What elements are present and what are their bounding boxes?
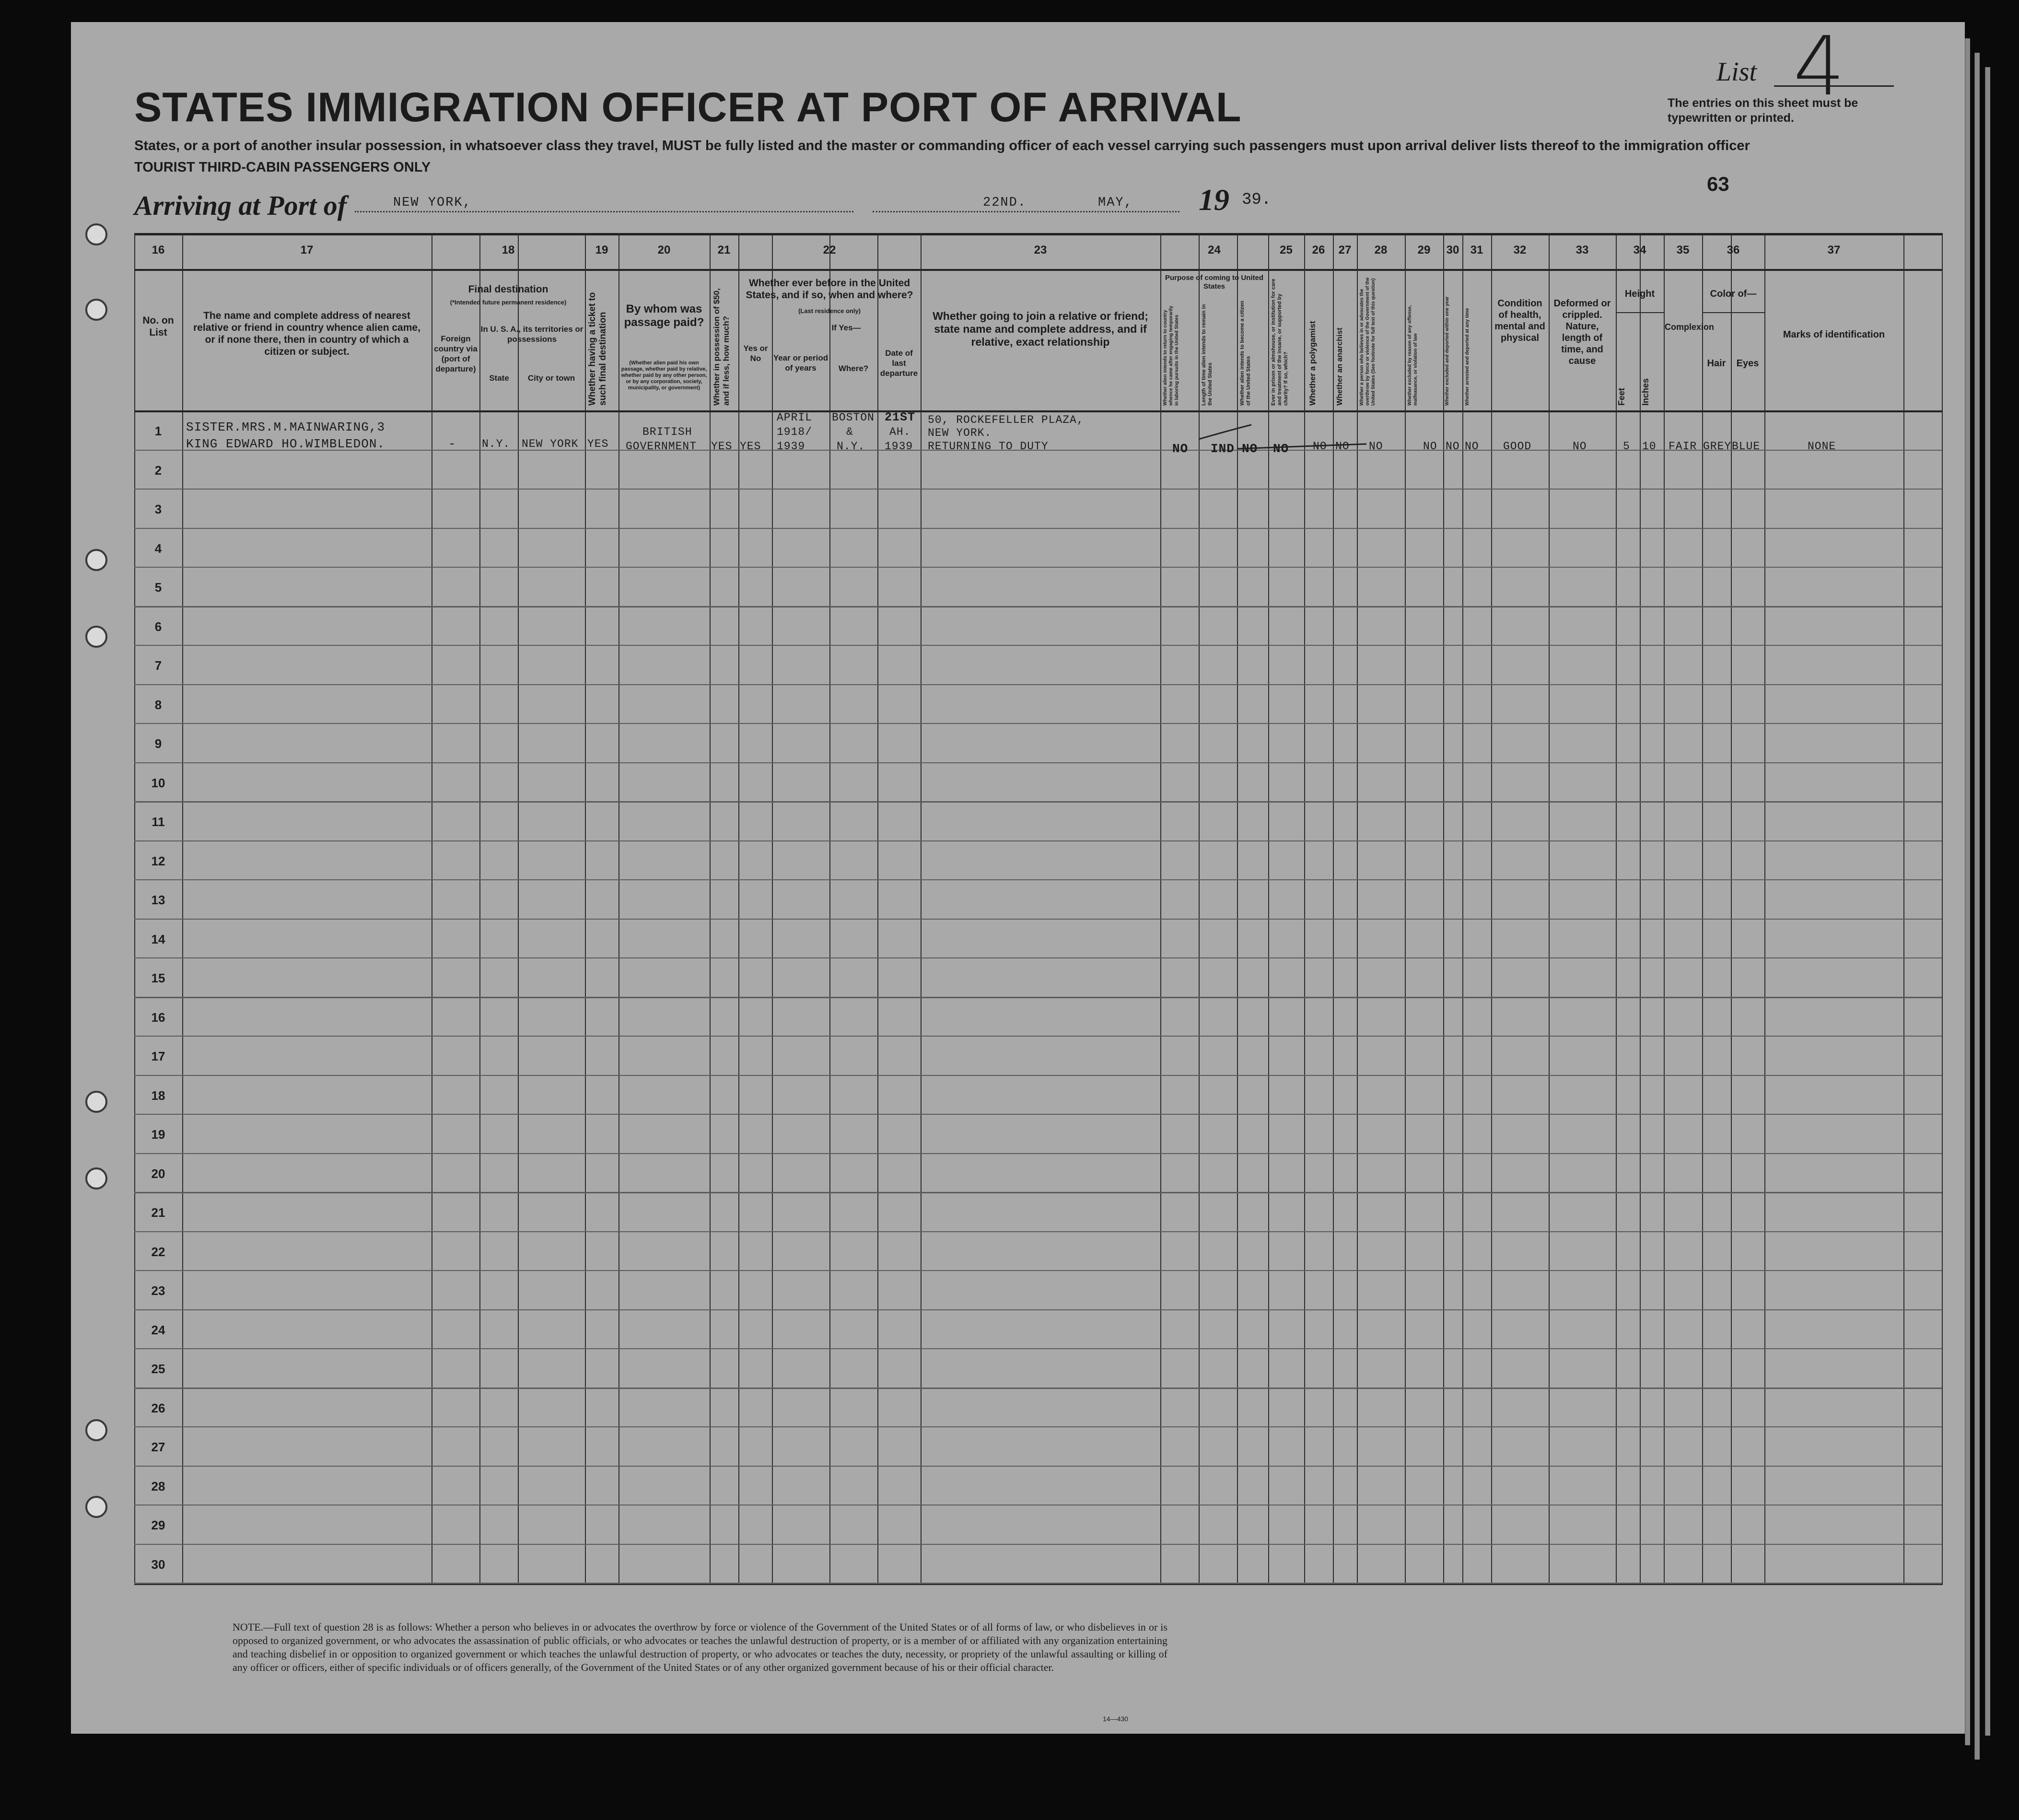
passage-paid-line: GOVERNMENT (626, 440, 697, 453)
row-number: 12 (151, 853, 165, 868)
column-rule (1942, 233, 1943, 1585)
year-prefix: 19 (1199, 183, 1229, 217)
header-passage-note: (Whether alien paid his own passage, whether paid by relative, whether paid by any other person, or by any corporation, society, municipality, or government) (621, 360, 707, 391)
hair-value: GREY (1703, 440, 1732, 453)
typewritten-note: The entries on this sheet must be typewritten or printed. (1668, 96, 1858, 125)
header-period-years: Year or period of years (773, 353, 829, 373)
header-prison: Ever in prison or almshouse, or institution for care and treatment of the insane, or supported by charity? If so, which? (1271, 279, 1289, 406)
header-join-relative: Whether going to join a relative or friend; state name and complete address, and if relative, exact relationship (933, 310, 1148, 348)
column-number: 30 (1446, 244, 1459, 257)
header-hair: Hair (1707, 358, 1726, 369)
row-rule (134, 1036, 1942, 1037)
header-eyes: Eyes (1736, 358, 1759, 369)
column-number: 32 (1513, 244, 1527, 257)
row-number: 9 (154, 736, 162, 751)
row-number: 23 (151, 1283, 165, 1298)
relative-address-line: KING EDWARD HO.WIMBLEDON. (186, 437, 385, 451)
row-number: 1 (154, 424, 162, 438)
column-rule (877, 233, 878, 1585)
row-number: 15 (151, 971, 165, 985)
page-edge (1985, 67, 1990, 1736)
column-number: 21 (717, 244, 731, 257)
join-relative-line: 50, ROCKEFELLER PLAZA, (928, 414, 1084, 426)
date-month: MAY, (1098, 196, 1133, 210)
where-line: & (846, 426, 853, 438)
column-rule (738, 233, 739, 1585)
column-rule (1491, 233, 1492, 1585)
row-rule (134, 1192, 1942, 1193)
row-rule (134, 1270, 1942, 1271)
column-number: 20 (657, 244, 671, 257)
row-rule (134, 1153, 1942, 1154)
header-deformed: Deformed or crippled. Nature, length of time, and cause (1553, 298, 1611, 366)
column-number: 27 (1338, 244, 1352, 257)
binder-hole (85, 1419, 107, 1441)
offense-value: NO (1423, 440, 1437, 453)
column-number: 24 (1208, 244, 1221, 257)
binder-hole (85, 1496, 107, 1518)
row-number: 30 (151, 1557, 165, 1572)
row-number: 20 (151, 1166, 165, 1181)
column-rule (829, 233, 830, 1585)
departure-line: 1939 (885, 440, 913, 453)
header-return-temporary: Whether alien intends to return to country whence he came after engaging temporarily in laboring pursuits in the United States (1163, 305, 1179, 406)
header-yes-or-no: Yes or No (743, 344, 768, 363)
where-line: N.Y. (837, 440, 865, 453)
column-rule (710, 233, 711, 1585)
form-subtitle: States, or a port of another insular possession, in whatsoever class they travel, MUST be fully listed and the master or commanding officer of each vessel carrying such passengers must upon arrival deliver lists thereof to the immigration officer (134, 138, 1750, 153)
binder-hole (85, 223, 107, 245)
column-rule (772, 233, 773, 1585)
header-marks: Marks of identification (1783, 329, 1885, 340)
header-state: State (489, 373, 509, 383)
column-number: 29 (1417, 244, 1431, 257)
anarchist-value: NO (1335, 440, 1350, 453)
departure-line: 21ST (885, 410, 916, 424)
row-number: 11 (152, 815, 165, 829)
column-rule (1549, 233, 1550, 1585)
pen-tick (1199, 425, 1251, 439)
eyes-value: BLUE (1732, 440, 1761, 453)
column-number: 23 (1034, 244, 1047, 257)
column-number: 18 (502, 244, 515, 257)
column-number: 35 (1676, 244, 1690, 257)
column-number-rule (134, 269, 1942, 271)
pen-marks (1165, 420, 1453, 458)
header-anarchist: Whether an anarchist (1336, 327, 1344, 406)
year-suffix: 39. (1242, 191, 1272, 209)
citizen-value: NO (1242, 442, 1258, 456)
row-rule (134, 1426, 1942, 1427)
pen-stroke (1237, 444, 1366, 449)
page-edge (1974, 53, 1980, 1760)
column-number: 34 (1633, 244, 1646, 257)
passage-paid-line: BRITISH (642, 426, 692, 438)
binder-hole (85, 549, 107, 571)
column-number: 19 (595, 244, 608, 257)
row-number: 3 (154, 502, 162, 516)
header-nearest-relative: The name and complete address of nearest relative or friend in country whence alien came, or if none there, then in country of which a citizen or subject. (193, 310, 420, 357)
relative-address-line: SISTER.MRS.M.MAINWARING,3 (186, 420, 385, 434)
header-final-destination: Final destination (468, 284, 549, 295)
header-usa-territories: In U. S. A., its territories or possessions (480, 325, 584, 344)
page-number: 63 (1707, 173, 1729, 195)
health-value: GOOD (1503, 440, 1532, 453)
row-number: 6 (154, 619, 162, 634)
before-in-us-value: YES (740, 440, 761, 453)
header-height: Height (1624, 289, 1655, 299)
column-rule (518, 233, 519, 1585)
date-day: 22ND. (983, 196, 1027, 210)
row-number: 28 (151, 1479, 165, 1493)
column-rule (1764, 233, 1765, 1585)
row-rule (134, 997, 1942, 998)
header-excluded: Whether excluded and deported within one year (1445, 296, 1450, 406)
row-rule (134, 1583, 1942, 1584)
column-number: 17 (300, 244, 314, 257)
header-ticket: Whether having a ticket to such final destination (587, 292, 608, 406)
column-rule (479, 233, 480, 1585)
row-number: 14 (151, 932, 165, 946)
join-relative-line: RETURNING TO DUTY (928, 440, 1049, 453)
row-rule (134, 684, 1942, 685)
column-rule (182, 233, 183, 1585)
deported-value: NO (1465, 440, 1479, 453)
date-line (873, 211, 1179, 212)
row-number: 22 (151, 1244, 165, 1259)
column-rule (1731, 233, 1732, 1585)
header-feet: Feet (1617, 387, 1626, 406)
row-rule (134, 1544, 1942, 1545)
column-rule (585, 233, 586, 1585)
row-rule (134, 528, 1942, 529)
row-number: 25 (151, 1362, 165, 1376)
header-passage-paid: By whom was passage paid? (624, 303, 704, 329)
row-rule (134, 840, 1942, 841)
column-number: 26 (1312, 244, 1325, 257)
row-number: 5 (154, 580, 162, 595)
form-title: STATES IMMIGRATION OFFICER AT PORT OF ARRIVAL (134, 84, 1242, 130)
column-number: 33 (1576, 244, 1589, 257)
column-number: 36 (1727, 244, 1740, 257)
row-number: 19 (151, 1127, 165, 1142)
row-rule (134, 567, 1942, 568)
row-rule (134, 645, 1942, 646)
prison-value: NO (1273, 442, 1289, 456)
binder-hole (85, 299, 107, 321)
row-number: 2 (154, 463, 162, 478)
footnote-question-28: NOTE.—Full text of question 28 is as follows: Whether a person who believes in or advocates the overthrow by force or violence of the Government of the United States or of all forms of law, or who disbelieves in or is opposed to organized government, or who advocates the assassination of public officials, or who advocates or teaches the unlawful destruction of property, or is a member of or affiliated with any organization entertaining and teaching disbelief in or opposition to organized government or which teaches the unlawful destruction of property, or who advocates or teaches the duty, necessity, or propriety of the unlawful assaulting or killing of any officer or officers, either of specific individuals or of officers generally, of the Government of the United States or of any other organized government because of his or their official character. (233, 1621, 1167, 1673)
header-city: City or town (527, 373, 575, 383)
column-rule (1462, 233, 1463, 1585)
join-relative-line: NEW YORK. (928, 427, 992, 439)
period-years-line: 1939 (777, 440, 805, 453)
foreign-country-value: - (448, 437, 456, 451)
form-number: 14—430 (1103, 1715, 1128, 1723)
row-number: 8 (154, 697, 162, 712)
row-rule (134, 919, 1942, 920)
state-value: N.Y. (482, 438, 511, 450)
binder-hole (85, 1091, 107, 1113)
return-temporary-value: NO (1172, 442, 1189, 456)
row-rule (134, 1388, 1942, 1389)
header-final-destination-note: (*Intended future permanent residence) (450, 299, 567, 306)
row-number: 7 (154, 658, 162, 673)
header-become-citizen: Whether alien intends to become a citizen of the United States (1239, 301, 1251, 406)
row-number: 29 (151, 1518, 165, 1532)
header-foreign-country: Foreign country via (port of departure) (434, 334, 478, 373)
row-rule (134, 879, 1942, 880)
where-line: BOSTON (832, 411, 875, 424)
binder-hole (85, 1167, 107, 1190)
money-value: YES (711, 440, 733, 453)
header-polygamist: Whether a polygamist (1308, 321, 1317, 406)
row-number: 13 (151, 893, 165, 907)
arriving-label: Arriving at Port of (134, 190, 347, 221)
column-rule (1664, 233, 1665, 1585)
row-rule (134, 723, 1942, 724)
column-number: 16 (152, 244, 165, 257)
departure-line: AH. (889, 426, 911, 438)
height-feet-value: 5 (1623, 440, 1630, 453)
header-overthrow: Whether a person who believes in or advocates the overthrow by force or violence of the Government of the United States (See footnote for full text of this question) (1359, 277, 1376, 406)
length-stay-value: IND (1211, 442, 1235, 456)
row-number: 10 (151, 775, 165, 790)
row-number: 4 (154, 541, 162, 556)
column-number: 37 (1827, 244, 1841, 257)
binder-hole (85, 626, 107, 648)
row-number: 18 (151, 1088, 165, 1103)
header-no-on-list: No. on List (142, 315, 174, 338)
row-number: 27 (151, 1440, 165, 1454)
row-number: 16 (151, 1010, 165, 1025)
header-bottom-rule (134, 410, 1942, 412)
row-number: 24 (151, 1322, 165, 1337)
header-health: Condition of health, mental and physical (1494, 298, 1545, 343)
height-subrule (1616, 312, 1664, 313)
header-ever-before-us: Whether ever before in the United States, and if so, when and where? (746, 278, 913, 301)
row-rule (134, 606, 1942, 607)
row-rule (134, 1348, 1942, 1349)
table-top-rule (134, 233, 1942, 235)
column-rule (1160, 233, 1161, 1585)
manifest-table (134, 233, 1942, 1585)
list-underline (1774, 85, 1894, 87)
header-offense: Whether excluded by reason of any offense, malfeasance, or violation of law (1407, 305, 1418, 406)
header-fifty-dollars: Whether in possession of $50, and if less, how much? (712, 288, 731, 406)
deformed-value: NO (1573, 440, 1587, 453)
column-rule (1903, 233, 1904, 1585)
column-rule (921, 233, 922, 1585)
header-length-stay: Length of time alien intends to remain in the United States (1201, 304, 1213, 406)
height-inches-value: 10 (1642, 440, 1657, 453)
header-color-of: Color of— (1710, 289, 1757, 299)
excluded-value: NO (1446, 440, 1460, 453)
complexion-value: FAIR (1669, 440, 1697, 453)
period-years-line: 1918/ (777, 426, 813, 438)
marks-value: NONE (1808, 440, 1836, 453)
header-if-yes: If Yes— (831, 323, 861, 332)
header-inches: Inches (1641, 378, 1650, 406)
column-rule (1702, 233, 1703, 1585)
column-rule (1616, 233, 1617, 1585)
port-line (355, 211, 853, 212)
column-rule (1640, 233, 1641, 1585)
row-rule (134, 1114, 1942, 1115)
row-rule (134, 1309, 1942, 1310)
list-label: List (1716, 57, 1757, 87)
column-number: 22 (823, 244, 836, 257)
header-last-departure: Date of last departure (880, 349, 918, 378)
row-rule (134, 801, 1942, 803)
overthrow-value: NO (1369, 440, 1383, 453)
row-rule (134, 1466, 1942, 1467)
polygamist-value: NO (1313, 440, 1327, 453)
row-number: 17 (151, 1049, 165, 1063)
row-rule (134, 1075, 1942, 1076)
row-number: 21 (151, 1205, 165, 1220)
city-value: NEW YORK (522, 438, 579, 450)
column-number: 28 (1374, 244, 1388, 257)
page-edge (1965, 38, 1970, 1745)
period-years-line: APRIL (777, 411, 813, 424)
passenger-class: TOURIST THIRD-CABIN PASSENGERS ONLY (134, 160, 431, 175)
header-deported: Whether arrested and deported at any time (1465, 308, 1470, 406)
row-rule (134, 1231, 1942, 1232)
header-purpose: Purpose of coming to United States (1165, 274, 1263, 291)
row-rule (134, 957, 1942, 958)
ticket-value: YES (587, 438, 609, 450)
row-rule (134, 762, 1942, 763)
column-number: 31 (1470, 244, 1483, 257)
row-number: 26 (151, 1400, 165, 1415)
color-subrule (1702, 312, 1764, 313)
row-rule (134, 489, 1942, 490)
column-number: 25 (1280, 244, 1293, 257)
header-where: Where? (838, 364, 869, 373)
header-last-residence: (Last residence only) (798, 307, 861, 315)
list-number: 4 (1793, 19, 1845, 114)
header-complexion: Complexion (1665, 322, 1715, 332)
port-value: NEW YORK, (393, 196, 472, 210)
